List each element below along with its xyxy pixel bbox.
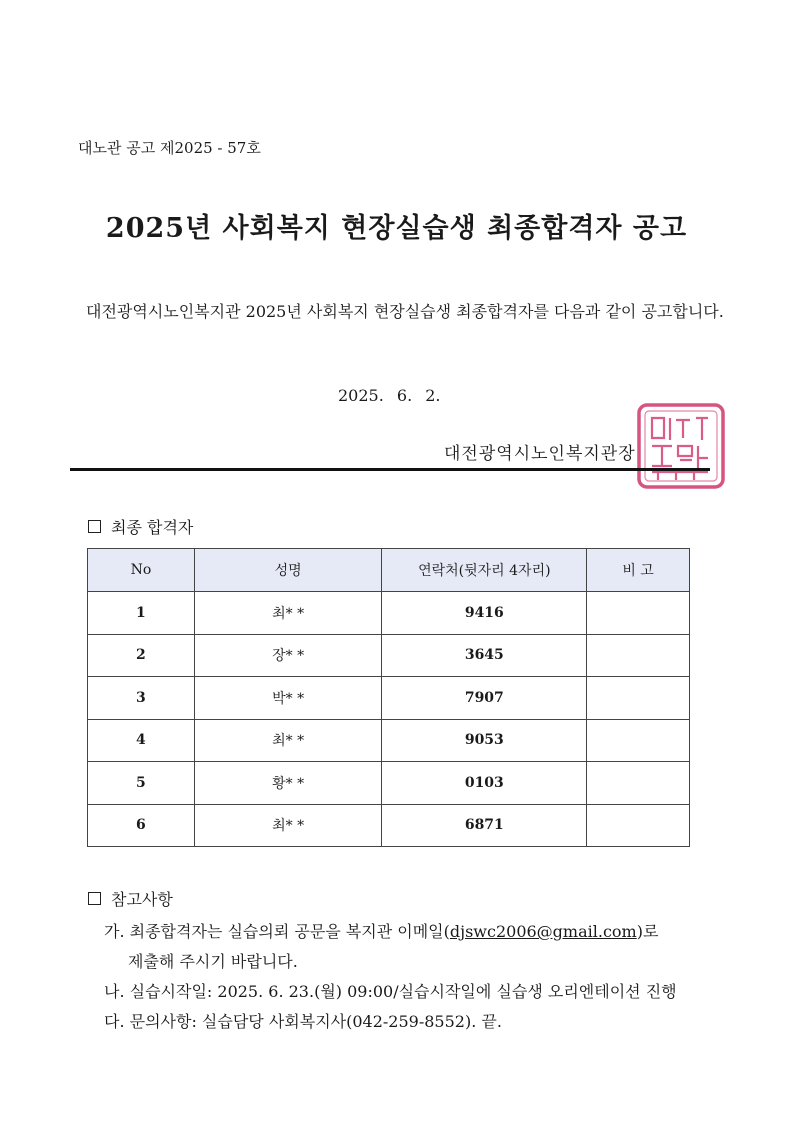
header-note: 비 고 <box>587 549 690 592</box>
checkbox-square-icon <box>88 892 101 905</box>
table-row <box>88 634 690 677</box>
checkbox-square-icon <box>88 520 101 533</box>
cell-note <box>587 634 690 677</box>
table-header-row <box>88 549 690 592</box>
cell-phone: 3645 <box>382 634 587 677</box>
cell-no: 3 <box>88 677 195 720</box>
cell-phone: 0103 <box>382 762 587 805</box>
cell-phone: 7907 <box>382 677 587 720</box>
notes-list <box>104 917 677 1037</box>
results-table <box>87 548 690 847</box>
cell-name: 최* * <box>194 592 382 635</box>
note-a-continuation: 제출해 주시기 바랍니다. <box>128 952 298 971</box>
official-seal-stamp <box>636 402 726 490</box>
header-name: 성명 <box>194 549 382 592</box>
table-row <box>88 677 690 720</box>
cell-note <box>587 719 690 762</box>
table-row <box>88 804 690 847</box>
cell-name: 장* * <box>194 634 382 677</box>
issuer-name: 대전광역시노인복지관장 <box>444 444 636 464</box>
cell-no: 1 <box>88 592 195 635</box>
section-notes-heading <box>88 887 173 910</box>
section-notes-label: 참고사항 <box>111 890 173 909</box>
cell-note <box>587 804 690 847</box>
cell-phone: 6871 <box>382 804 587 847</box>
cell-note <box>587 677 690 720</box>
note-a-text: 가. 최종합격자는 실습의뢰 공문을 복지관 이메일( <box>104 922 450 941</box>
cell-phone: 9416 <box>382 592 587 635</box>
announcement-date: 2025. 6. 2. <box>338 386 441 405</box>
cell-no: 2 <box>88 634 195 677</box>
cell-note <box>587 592 690 635</box>
section-results-heading <box>88 515 193 538</box>
note-item-c: 다. 문의사항: 실습담당 사회복지사(042-259-8552). 끝. <box>104 1012 502 1031</box>
table-row <box>88 592 690 635</box>
note-item-b: 나. 실습시작일: 2025. 6. 23.(월) 09:00/실습시작일에 실습생 오리엔테이션 진행 <box>104 982 677 1001</box>
cell-name: 최* * <box>194 719 382 762</box>
cell-no: 4 <box>88 719 195 762</box>
page-title: 2025년 사회복지 현장실습생 최종합격자 공고 <box>105 213 688 244</box>
document-number: 대노관 공고 제2025 - 57호 <box>78 139 261 157</box>
cell-note <box>587 762 690 805</box>
divider-line <box>70 468 710 471</box>
note-a-suffix: )로 <box>636 922 659 941</box>
email-link[interactable]: djswc2006@gmail.com <box>449 922 637 941</box>
cell-no: 6 <box>88 804 195 847</box>
cell-name: 박* * <box>194 677 382 720</box>
cell-name: 최* * <box>194 804 382 847</box>
cell-name: 황* * <box>194 762 382 805</box>
note-item-a <box>104 917 677 947</box>
announcement-body: 대전광역시노인복지관 2025년 사회복지 현장실습생 최종합격자를 다음과 같이 공고합니다. <box>86 302 724 321</box>
cell-no: 5 <box>88 762 195 805</box>
table-row <box>88 719 690 762</box>
section-results-label: 최종 합격자 <box>111 518 194 537</box>
table-row <box>88 762 690 805</box>
header-no: No <box>88 549 195 592</box>
header-contact: 연락처(뒷자리 4자리) <box>382 549 587 592</box>
cell-phone: 9053 <box>382 719 587 762</box>
